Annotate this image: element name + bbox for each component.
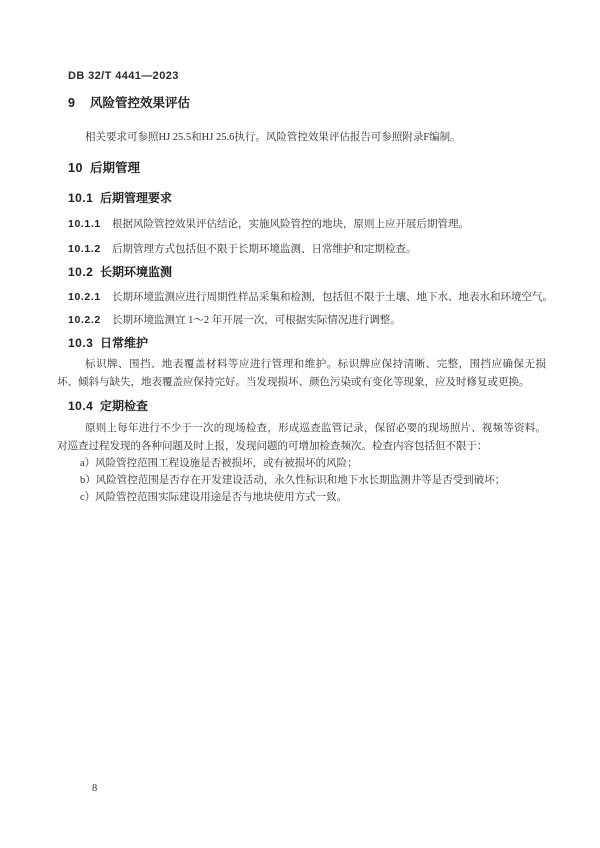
section-9-heading xyxy=(68,96,190,111)
list-item-b: b）风险管控范围是否存在开发建设活动，永久性标识和地下水长期监测井等是否受到破坏； xyxy=(80,475,506,487)
section-10-1-title: 后期管理要求 xyxy=(100,191,173,205)
section-9-number: 9 xyxy=(68,96,76,110)
section-10-number: 10 xyxy=(68,161,83,175)
clause-10-2-1 xyxy=(68,290,553,305)
section-9-title: 风险管控效果评估 xyxy=(90,96,191,110)
list-item-c: c）风险管控范围实际建设用途是否与地块使用方式一致。 xyxy=(80,492,348,504)
section-10-3-heading xyxy=(68,336,148,351)
clause-10-1-2-text: 后期管理方式包括但不限于长期环境监测、日常维护和定期检查。 xyxy=(112,244,417,255)
section-10-1-number: 10.1 xyxy=(68,191,94,205)
section-10-2-heading xyxy=(68,265,172,280)
section-10-3-number: 10.3 xyxy=(68,336,94,350)
section-10-3-title: 日常维护 xyxy=(100,336,149,350)
section-10-2-title: 长期环境监测 xyxy=(100,265,173,279)
clause-10-1-2 xyxy=(68,242,417,257)
section-10-1-heading xyxy=(68,191,172,206)
clause-10-1-1-number: 10.1.1 xyxy=(68,218,101,230)
inspection-items-list xyxy=(80,455,505,507)
clause-10-1-1-text: 根据风险管控效果评估结论，实施风险管控的地块，原则上应开展后期管理。 xyxy=(112,219,469,230)
section-9-paragraph: 相关要求可参照HJ 25.5和HJ 25.6执行。风险管控效果评估报告可参照附录F编制。 xyxy=(85,132,461,143)
clause-10-2-2-text: 长期环境监测宜 1～2 年开展一次，可根据实际情况进行调整。 xyxy=(112,315,401,326)
clause-10-2-2-number: 10.2.2 xyxy=(68,314,101,326)
section-10-2-number: 10.2 xyxy=(68,265,94,279)
section-10-4-heading xyxy=(68,399,148,414)
section-10-3-paragraph: 标识牌、围挡、地表覆盖材料等应进行管理和维护。标识牌应保持清晰、完整，围挡应确保无损坏、倾斜与缺失，地表覆盖应保持完好。当发现损坏、颜色污染或有变化等现象，应及时修复或更换。 xyxy=(57,359,546,388)
page-number: 8 xyxy=(92,783,98,794)
clause-10-1-1 xyxy=(68,217,469,232)
section-10-title: 后期管理 xyxy=(90,161,141,175)
section-10-4-number: 10.4 xyxy=(68,399,94,413)
clause-10-1-2-number: 10.1.2 xyxy=(68,243,101,255)
standard-number-header: DB 32/T 4441—2023 xyxy=(68,70,179,82)
list-item-a: a）风险管控范围工程设施是否被损坏，或有被损坏的风险； xyxy=(80,458,358,469)
clause-10-2-1-number: 10.2.1 xyxy=(68,291,101,303)
section-10-heading xyxy=(68,161,140,176)
section-10-4-paragraph: 原则上每年进行不少于一次的现场检查，形成巡查监管记录，保留必要的现场照片、视频等资料。对巡查过程发现的各种问题及时上报，发现问题的可增加检查频次。检查内容包括但不限于： xyxy=(57,423,546,452)
clause-10-2-1-text: 长期环境监测应进行周期性样品采集和检测，包括但不限于土壤、地下水、地表水和环境空气。 xyxy=(112,292,553,303)
clause-10-2-2 xyxy=(68,313,401,328)
section-10-4-title: 定期检查 xyxy=(100,399,149,413)
